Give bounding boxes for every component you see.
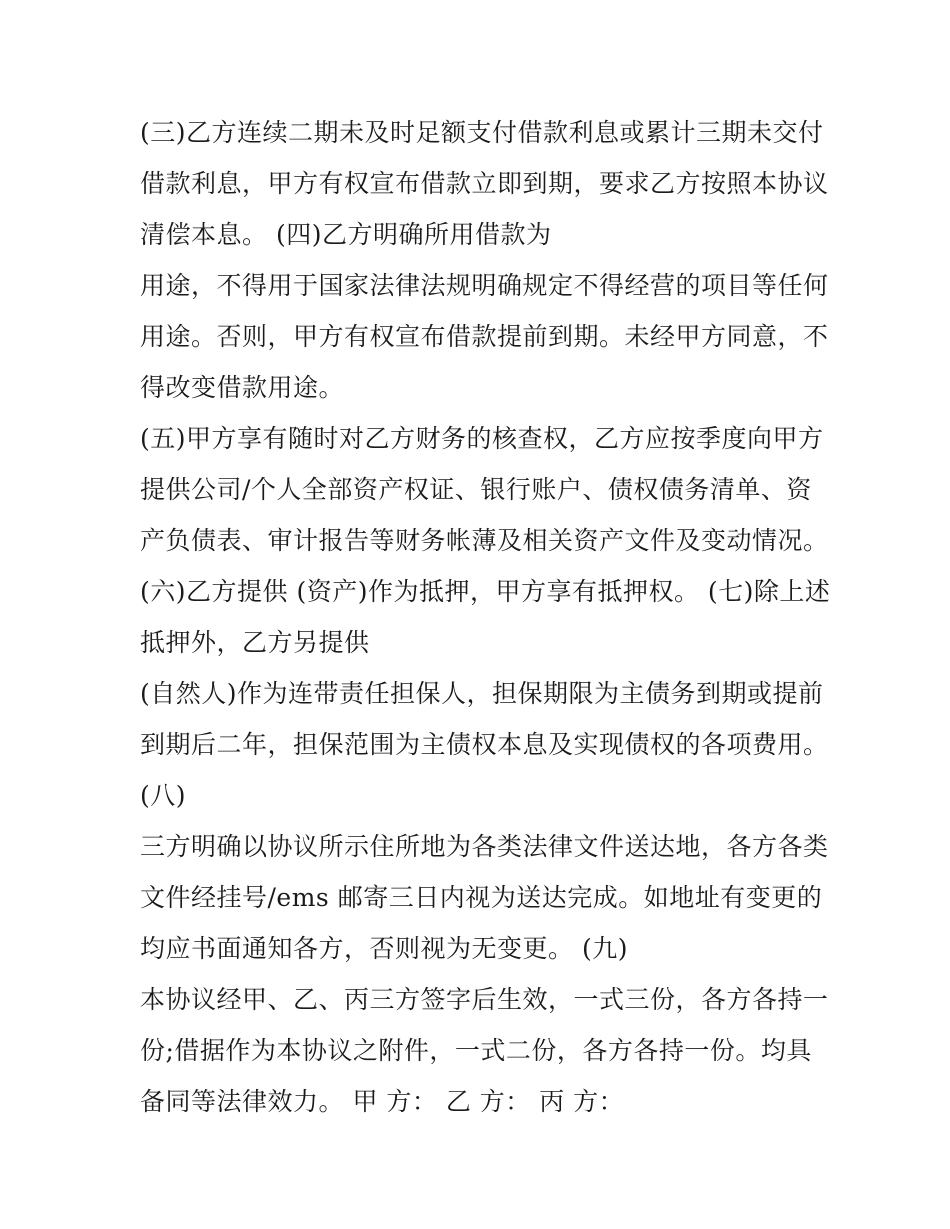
text-line: 三方明确以协议所示住所地为各类法律文件送达地，各方各类 [140, 832, 829, 861]
text-line: 用途。否则，甲方有权宣布借款提前到期。未经甲方同意，不 [140, 322, 829, 351]
text-line: 份;借据作为本协议之附件，一式二份，各方各持一份。均具 [140, 1036, 812, 1065]
text-line: 用途，不得用于国家法律法规明确规定不得经营的项目等任何 [140, 271, 829, 300]
text-line: 均应书面通知各方，否则视为无变更。 (九) [140, 934, 628, 963]
text-line: (自然人)作为连带责任担保人，担保期限为主债务到期或提前 [140, 679, 824, 708]
text-line: (六)乙方提供 (资产)作为抵押，甲方享有抵押权。 (七)除上述 [140, 577, 831, 606]
text-line: 抵押外，乙方另提供 [140, 628, 370, 657]
text-line: 得改变借款用途。 [140, 373, 345, 402]
text-line: 提供公司/个人全部资产权证、银行账户、债权债务清单、资 [140, 475, 812, 504]
text-line: (五)甲方享有随时对乙方财务的核查权，乙方应按季度向甲方 [140, 424, 824, 453]
text-line: 借款利息，甲方有权宣布借款立即到期，要求乙方按照本协议 [140, 169, 829, 198]
text-line: (八) [140, 781, 187, 810]
text-line: 清偿本息。 (四)乙方明确所用借款为 [140, 220, 552, 249]
text-line: 产负债表、审计报告等财务帐薄及相关资产文件及变动情况。 [140, 526, 829, 555]
signature-line: 备同等法律效力。 甲 方： 乙 方： 丙 方： [140, 1087, 625, 1116]
text-line: (三)乙方连续二期未及时足额支付借款利息或累计三期未交付 [140, 118, 824, 147]
text-line: 本协议经甲、乙、丙三方签字后生效，一式三份，各方各持一 [140, 985, 829, 1014]
document-body [140, 107, 830, 1127]
text-line: 文件经挂号/ems 邮寄三日内视为送达完成。如地址有变更的 [140, 883, 823, 912]
text-line: 到期后二年，担保范围为主债权本息及实现债权的各项费用。 [140, 730, 829, 759]
